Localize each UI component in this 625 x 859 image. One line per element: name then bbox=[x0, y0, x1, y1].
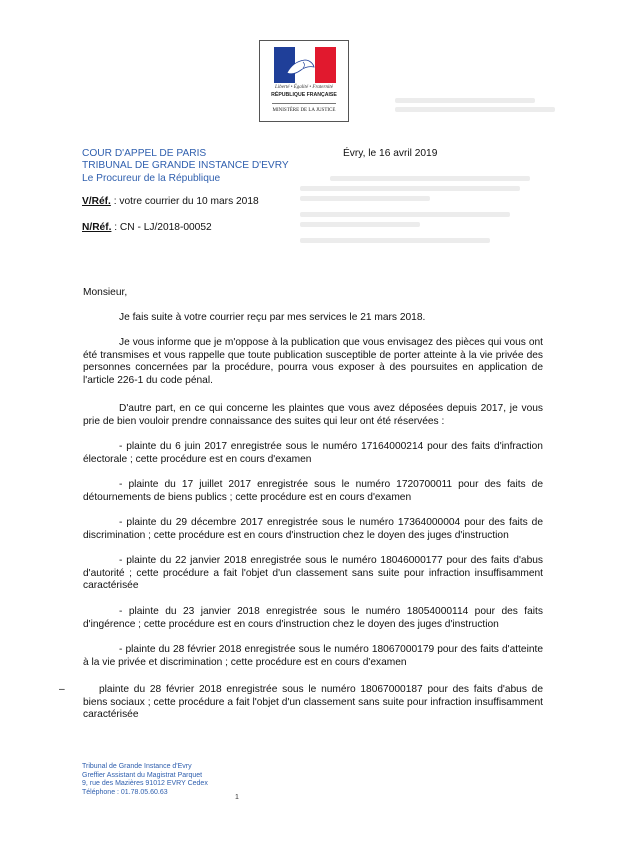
paragraph-1: Je fais suite à votre courrier reçu par mes services le 21 mars 2018. bbox=[119, 312, 426, 323]
ministry-logo bbox=[259, 40, 349, 122]
complaint-item bbox=[83, 644, 543, 669]
complaint-item bbox=[83, 479, 543, 504]
complaint-text: plainte du 22 janvier 2018 enregistrée sous le numéro 18046000177 pour des faits d'abus d'autorité ; cette procédure a fait l'objet d'un classement sans suite pour infraction insuffisamment caractérisée bbox=[83, 555, 543, 592]
complaint-item bbox=[83, 441, 543, 466]
complaint-text: plainte du 23 janvier 2018 enregistrée sous le numéro 18054000114 pour des faits d'ingérence ; cette procédure est en cours d'instruction chez le doyen des juges d'instruction bbox=[83, 606, 543, 630]
complaint-dash: - bbox=[119, 441, 123, 452]
tricolor-flag-icon bbox=[274, 47, 336, 83]
show-through-line bbox=[395, 98, 535, 103]
footer-address bbox=[82, 763, 208, 797]
complaint-dash: – bbox=[59, 684, 65, 695]
paragraph-3: D'autre part, en ce qui concerne les plaintes que vous avez déposées depuis 2017, je vous prie de bien vouloir prendre connaissance des suites qui leur ont été réservées : bbox=[83, 403, 543, 427]
complaint-text: plainte du 28 février 2018 enregistrée sous le numéro 18067000187 pour des faits d'abus de biens sociaux ; cette procédure a fait l'objet d'un classement sans suite pour infraction insuffisamment caractérisée bbox=[83, 684, 543, 721]
logo-ministry: MINISTÈRE DE LA JUSTICE bbox=[272, 108, 336, 113]
sender-court: COUR D'APPEL DE PARIS bbox=[82, 148, 207, 159]
letter-date: Évry, le 16 avril 2019 bbox=[343, 148, 438, 159]
show-through-line bbox=[330, 176, 530, 181]
your-reference-value: : votre courrier du 10 mars 2018 bbox=[110, 196, 259, 207]
sender-tribunal: TRIBUNAL DE GRANDE INSTANCE D'EVRY bbox=[82, 160, 289, 172]
sender-title: Le Procureur de la République bbox=[82, 172, 221, 184]
footer-court: Tribunal de Grande Instance d'Evry bbox=[82, 763, 192, 770]
complaint-dash: - bbox=[119, 606, 123, 617]
complaint-dash: - bbox=[119, 555, 123, 566]
footer-phone: Téléphone : 01.78.05.60.63 bbox=[82, 788, 168, 796]
marianne-profile-icon bbox=[283, 55, 317, 77]
sender-block bbox=[82, 148, 289, 185]
complaint-text: plainte du 29 décembre 2017 enregistrée sous le numéro 17364000004 pour des faits de discrimination ; cette procédure est en cours d'instruction chez le doyen des juges d'instruction bbox=[83, 517, 543, 541]
complaint-item bbox=[83, 606, 543, 631]
footer-street: 9, rue des Mazières 91012 EVRY Cedex bbox=[82, 780, 208, 788]
paragraph-2: Je vous informe que je m'oppose à la publication que vous envisagez des pièces qui vous ont été transmises et vous rappelle que toute publication susceptible de porter atteinte à la vie privée des personnes concernées par la procédure, pourra vous exposer à des poursuites en application de l'article 226-1 du code pénal. bbox=[83, 337, 543, 386]
complaint-item bbox=[83, 555, 543, 593]
our-reference-label: N/Réf. bbox=[82, 222, 112, 233]
complaint-text: plainte du 28 février 2018 enregistrée sous le numéro 18067000179 pour des faits d'atteinte à la vie privée et discrimination ; cette procédure est en cours d'examen bbox=[83, 644, 543, 668]
show-through-line bbox=[395, 107, 555, 112]
logo-republic: RÉPUBLIQUE FRANÇAISE bbox=[271, 92, 337, 98]
page-number: 1 bbox=[235, 794, 239, 801]
logo-divider bbox=[272, 103, 336, 104]
complaint-dash: - bbox=[119, 644, 123, 655]
complaint-item bbox=[59, 684, 543, 722]
show-through-line bbox=[300, 212, 510, 217]
logo-motto: Liberté • Égalité • Fraternité bbox=[275, 85, 333, 90]
footer-office: Greffier Assistant du Magistrat Parquet bbox=[82, 771, 203, 779]
complaint-text: plainte du 6 juin 2017 enregistrée sous le numéro 17164000214 pour des faits d'infraction électorale ; cette procédure est en cours d'examen bbox=[83, 441, 543, 465]
show-through-line bbox=[300, 222, 420, 227]
our-reference bbox=[82, 222, 212, 233]
show-through-line bbox=[300, 196, 430, 201]
salutation: Monsieur, bbox=[83, 287, 128, 298]
show-through-line bbox=[300, 238, 490, 243]
our-reference-value: : CN - LJ/2018-00052 bbox=[111, 222, 212, 233]
complaint-dash: - bbox=[119, 479, 123, 490]
your-reference-label: V/Réf. bbox=[82, 196, 111, 207]
complaint-dash: - bbox=[119, 517, 123, 528]
complaint-text: plainte du 17 juillet 2017 enregistrée sous le numéro 1720700011 pour des faits de détournements de biens publics ; cette procédure est en cours d'examen bbox=[83, 479, 543, 503]
complaint-item bbox=[83, 517, 543, 542]
your-reference bbox=[82, 196, 259, 207]
show-through-line bbox=[300, 186, 520, 191]
